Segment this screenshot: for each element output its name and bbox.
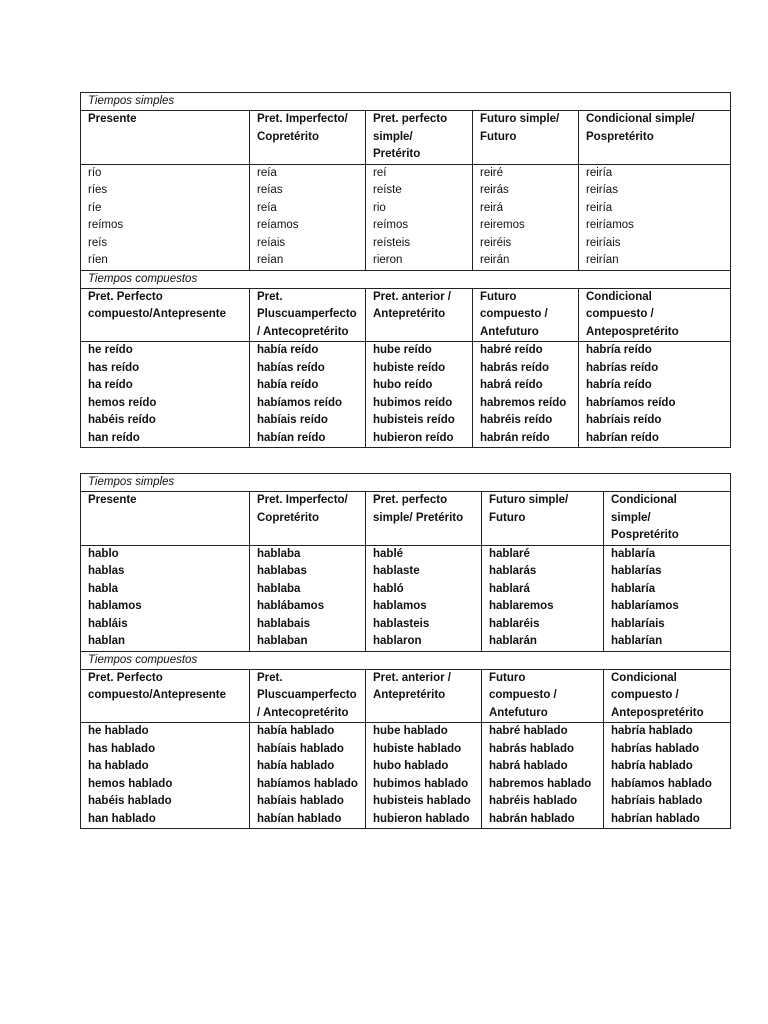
forms-cell: habría hablado habrías hablado habría hablado habíamos hablado habríais hablado habrían hablado [604, 723, 731, 829]
header-cell: Pret. Perfecto compuesto/Antepresente [81, 288, 250, 342]
conjugation-table-hablar [80, 473, 731, 829]
forms-cell: habré reído habrás reído habrá reído habremos reído habréis reído habrán reído [473, 342, 579, 448]
header-cell: Pret. Perfecto compuesto/Antepresente [81, 669, 250, 723]
header-cell: Futuro simple/ Futuro [473, 111, 579, 165]
header-cell: Pret. anterior / Antepretérito [366, 288, 473, 342]
forms-cell: hube hablado hubiste hablado hubo hablado hubimos hablado hubisteis hablado hubieron hablado [366, 723, 482, 829]
forms-cell: habría reído habrías reído habría reído habríamos reído habríais reído habrían reído [579, 342, 731, 448]
header-cell: Condicional compuesto / Antepospretérito [604, 669, 731, 723]
forms-cell: hablé hablaste habló hablamos hablasteis hablaron [366, 545, 482, 651]
compound-tenses-title-row [81, 270, 731, 288]
forms-cell: habré hablado habrás hablado habrá hablado habremos hablado habréis hablado habrán hablado [482, 723, 604, 829]
forms-cell: hablaré hablarás hablará hablaremos hablaréis hablarán [482, 545, 604, 651]
forms-cell: había hablado habíais hablado había hablado habíamos hablado habíais hablado habían hablado [250, 723, 366, 829]
section-title: Tiempos simples [81, 93, 731, 111]
header-cell: Pret. Imperfecto/ Copretérito [250, 111, 366, 165]
forms-cell: reía reías reía reíamos reíais reían [250, 164, 366, 270]
header-cell: Presente [81, 492, 250, 546]
header-cell: Condicional simple/ Pospretérito [604, 492, 731, 546]
header-cell: Pret. Imperfecto/ Copretérito [250, 492, 366, 546]
forms-cell: hablaba hablabas hablaba hablábamos hablabais hablaban [250, 545, 366, 651]
forms-cell: reiría reirías reiría reiríamos reiríais reirían [579, 164, 731, 270]
conjugation-table-reir [80, 92, 731, 448]
compound-tenses-header-row [81, 669, 731, 723]
compound-tenses-header-row [81, 288, 731, 342]
header-cell: Pret. perfecto simple/ Pretérito [366, 111, 473, 165]
header-cell: Presente [81, 111, 250, 165]
header-cell: Futuro compuesto / Antefuturo [473, 288, 579, 342]
header-cell: Pret. anterior / Antepretérito [366, 669, 482, 723]
forms-cell: reí reíste rio reímos reísteis rieron [366, 164, 473, 270]
compound-tenses-forms-row [81, 723, 731, 829]
simple-tenses-title-row [81, 474, 731, 492]
compound-tenses-title-row [81, 651, 731, 669]
header-cell: Pret. Pluscuamperfecto / Antecopretérito [250, 288, 366, 342]
forms-cell: hablaría hablarías hablaría hablaríamos hablaríais hablarían [604, 545, 731, 651]
header-cell: Condicional compuesto / Antepospretérito [579, 288, 731, 342]
forms-cell: he reído has reído ha reído hemos reído habéis reído han reído [81, 342, 250, 448]
forms-cell: hablo hablas habla hablamos habláis hablan [81, 545, 250, 651]
section-title: Tiempos compuestos [81, 651, 731, 669]
simple-tenses-forms-row [81, 545, 731, 651]
simple-tenses-header-row [81, 111, 731, 165]
header-cell: Pret. Pluscuamperfecto / Antecopretérito [250, 669, 366, 723]
simple-tenses-forms-row [81, 164, 731, 270]
header-cell: Futuro compuesto / Antefuturo [482, 669, 604, 723]
header-cell: Pret. perfecto simple/ Pretérito [366, 492, 482, 546]
forms-cell: reiré reirás reirá reiremos reiréis reirán [473, 164, 579, 270]
forms-cell: hube reído hubiste reído hubo reído hubimos reído hubisteis reído hubieron reído [366, 342, 473, 448]
forms-cell: he hablado has hablado ha hablado hemos hablado habéis hablado han hablado [81, 723, 250, 829]
forms-cell: había reído habías reído había reído habíamos reído habíais reído habían reído [250, 342, 366, 448]
section-title: Tiempos compuestos [81, 270, 731, 288]
section-title: Tiempos simples [81, 474, 731, 492]
compound-tenses-forms-row [81, 342, 731, 448]
forms-cell: río ríes ríe reímos reís ríen [81, 164, 250, 270]
header-cell: Futuro simple/ Futuro [482, 492, 604, 546]
simple-tenses-title-row [81, 93, 731, 111]
simple-tenses-header-row [81, 492, 731, 546]
header-cell: Condicional simple/ Pospretérito [579, 111, 731, 165]
